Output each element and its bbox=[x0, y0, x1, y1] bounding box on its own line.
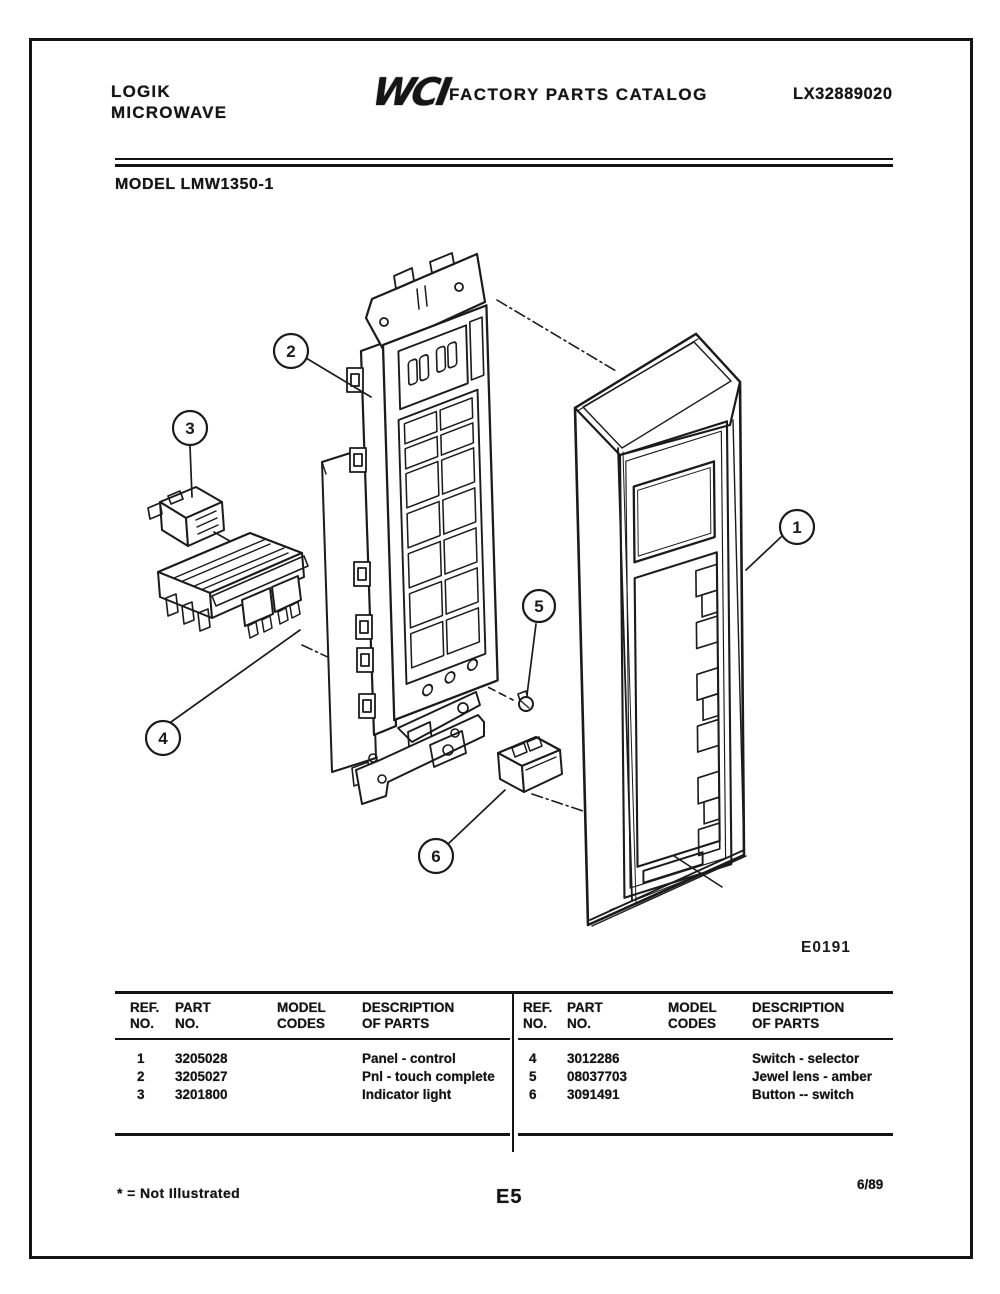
touch-board bbox=[383, 305, 498, 720]
brand-line-2: MICROWAVE bbox=[111, 103, 228, 122]
parts-table bbox=[115, 991, 893, 1155]
ref-cell: 3 bbox=[137, 1087, 145, 1102]
table-bottom-rule-left bbox=[115, 1133, 510, 1136]
callout-3-label: 3 bbox=[185, 419, 195, 438]
callout-6 bbox=[419, 790, 505, 873]
model-number-line: MODEL LMW1350-1 bbox=[115, 176, 274, 193]
callout-5-label: 5 bbox=[534, 597, 544, 616]
callout-1-label: 1 bbox=[792, 518, 802, 537]
callout-3 bbox=[173, 411, 207, 497]
part-6-button-switch bbox=[498, 737, 562, 792]
ref-cell: 5 bbox=[529, 1069, 537, 1084]
callout-4-label: 4 bbox=[158, 729, 168, 748]
table-header-rule-left bbox=[115, 1038, 510, 1040]
page-code: E5 bbox=[496, 1186, 523, 1208]
figure-code: E0191 bbox=[801, 939, 851, 956]
ref-cell: 6 bbox=[529, 1087, 537, 1102]
col-header-part-right: PART NO. bbox=[567, 1000, 603, 1031]
part-cell: 08037703 bbox=[567, 1069, 628, 1084]
table-center-divider bbox=[512, 991, 514, 1152]
part-4-selector-switch bbox=[158, 533, 308, 638]
callout-4 bbox=[146, 630, 300, 755]
col-header-ref-right: REF. NO. bbox=[523, 1000, 553, 1031]
col-header-model-left: MODEL CODES bbox=[277, 1000, 326, 1031]
col-header-part-left: PART NO. bbox=[175, 1000, 211, 1031]
desc-cell: Jewel lens - amber bbox=[752, 1069, 873, 1084]
table-bottom-rule-right bbox=[518, 1133, 893, 1136]
desc-cell: Pnl - touch complete bbox=[362, 1069, 495, 1084]
callout-6-label: 6 bbox=[431, 847, 441, 866]
catalog-title: FACTORY PARTS CATALOG bbox=[449, 85, 708, 104]
desc-cell: Switch - selector bbox=[752, 1051, 860, 1066]
part-cell: 3201800 bbox=[175, 1087, 228, 1102]
table-top-rule bbox=[115, 991, 893, 994]
catalog-code: LX32889020 bbox=[793, 85, 893, 103]
ref-cell: 4 bbox=[529, 1051, 537, 1066]
date-code: 6/89 bbox=[857, 1177, 884, 1192]
part-cell: 3012286 bbox=[567, 1051, 620, 1066]
part-cell: 3205027 bbox=[175, 1069, 228, 1084]
col-header-desc-right: DESCRIPTION OF PARTS bbox=[752, 1000, 845, 1031]
part-1-control-panel bbox=[575, 334, 746, 926]
col-header-desc-left: DESCRIPTION OF PARTS bbox=[362, 1000, 455, 1031]
col-header-ref-left: REF. NO. bbox=[130, 1000, 160, 1031]
part-cell: 3205028 bbox=[175, 1051, 228, 1066]
part-cell: 3091491 bbox=[567, 1087, 620, 1102]
col-header-model-right: MODEL CODES bbox=[668, 1000, 717, 1031]
brand-line-1: LOGIK bbox=[111, 82, 171, 101]
part-5-jewel-lens bbox=[518, 691, 533, 711]
callout-1 bbox=[746, 510, 814, 570]
desc-cell: Indicator light bbox=[362, 1087, 452, 1102]
callout-2 bbox=[274, 334, 371, 397]
not-illustrated-note: * = Not Illustrated bbox=[117, 1185, 241, 1201]
desc-cell: Button -- switch bbox=[752, 1087, 854, 1102]
ref-cell: 2 bbox=[137, 1069, 145, 1084]
callout-5 bbox=[523, 590, 555, 695]
callout-2-label: 2 bbox=[286, 342, 296, 361]
wci-logo: WCI bbox=[369, 70, 452, 114]
table-header-rule-right bbox=[518, 1038, 893, 1040]
desc-cell: Panel - control bbox=[362, 1051, 456, 1066]
ref-cell: 1 bbox=[137, 1051, 145, 1066]
